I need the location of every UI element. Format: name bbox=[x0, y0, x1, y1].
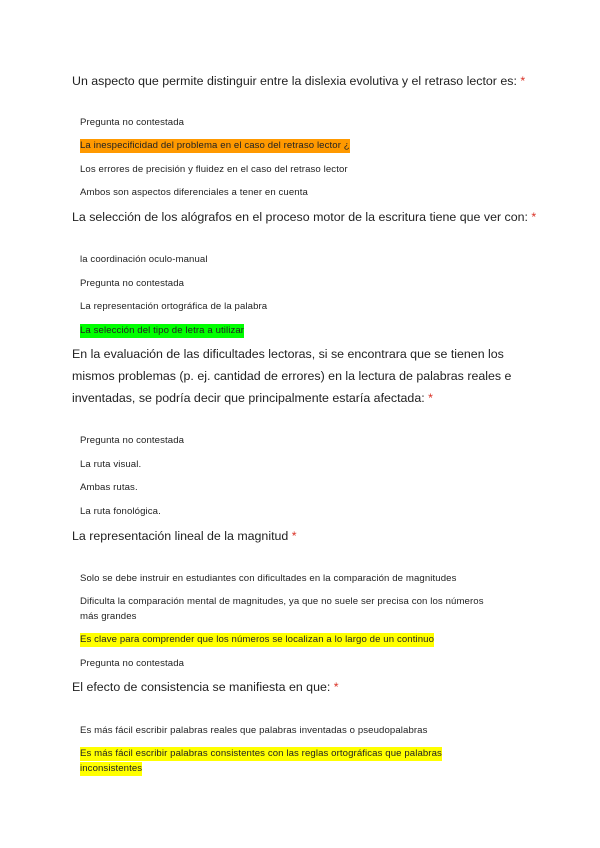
question-text: La representación lineal de la magnitud bbox=[72, 529, 289, 543]
option-label: Ambas rutas. bbox=[80, 482, 138, 493]
question-text-line: En la evaluación de las dificultades lectoras, si se encontrara que se tienen los bbox=[72, 347, 504, 361]
option-label: la coordinación oculo-manual bbox=[80, 254, 208, 265]
option-label-highlighted: Es clave para comprender que los números se localizan a lo largo de un continuo bbox=[80, 634, 435, 645]
question-3-option-4 bbox=[80, 504, 161, 519]
question-2-option-2 bbox=[80, 276, 184, 291]
required-asterisk: * bbox=[291, 529, 297, 543]
required-asterisk: * bbox=[428, 391, 433, 405]
question-text: Un aspecto que permite distinguir entre la dislexia evolutiva y el retraso lector es: bbox=[72, 74, 517, 88]
option-label-line: más grandes bbox=[80, 611, 137, 622]
option-label: La representación ortográfica de la palabra bbox=[80, 301, 268, 312]
option-label-highlighted: La selección del tipo de letra a utilizar bbox=[80, 325, 245, 336]
question-text-line-last bbox=[72, 387, 511, 409]
question-4-option-4 bbox=[80, 656, 184, 671]
option-label-line: Dificulta la comparación mental de magnitudes, ya que no suele ser precisa con los números bbox=[80, 596, 484, 607]
required-asterisk: * bbox=[520, 74, 526, 88]
question-5-text bbox=[72, 676, 339, 698]
question-2-option-1 bbox=[80, 252, 208, 267]
required-asterisk: * bbox=[531, 210, 537, 224]
question-text-line: mismos problemas (p. ej. cantidad de errores) en la lectura de palabras reales e bbox=[72, 369, 512, 383]
question-text: El efecto de consistencia se manifiesta en que: bbox=[72, 680, 331, 694]
option-label-highlighted-line: inconsistentes bbox=[80, 763, 143, 774]
question-1-option-1 bbox=[80, 115, 184, 130]
option-label: Es más fácil escribir palabras reales que palabras inventadas o pseudopalabras bbox=[80, 725, 428, 736]
option-label-highlighted-line: Es más fácil escribir palabras consistentes con las reglas ortográficas que palabras bbox=[80, 748, 442, 759]
question-2-option-4 bbox=[80, 323, 244, 338]
question-4-option-2 bbox=[80, 594, 484, 624]
option-label-highlighted: La inespecificidad del problema en el caso del retraso lector ¿ bbox=[80, 140, 350, 151]
question-1-option-3 bbox=[80, 162, 348, 177]
option-label: Los errores de precisión y fluidez en el caso del retraso lector bbox=[80, 164, 348, 175]
question-5-option-1 bbox=[80, 723, 428, 738]
option-label: La ruta visual. bbox=[80, 459, 142, 470]
question-1-option-4 bbox=[80, 185, 308, 200]
question-1-text bbox=[72, 70, 525, 92]
question-3-option-3 bbox=[80, 480, 138, 495]
question-1-option-2 bbox=[80, 138, 350, 153]
question-4-option-3 bbox=[80, 632, 434, 647]
required-asterisk: * bbox=[333, 680, 339, 694]
question-4-option-1 bbox=[80, 571, 457, 586]
question-2-option-3 bbox=[80, 299, 267, 314]
option-label: Ambos son aspectos diferenciales a tener en cuenta bbox=[80, 187, 308, 198]
question-3-text bbox=[72, 343, 511, 409]
option-label: Pregunta no contestada bbox=[80, 658, 185, 669]
question-4-text bbox=[72, 525, 297, 547]
option-label: La ruta fonológica. bbox=[80, 506, 161, 517]
question-2-text bbox=[72, 206, 536, 228]
question-text: La selección de los alógrafos en el proceso motor de la escritura tiene que ver con: bbox=[72, 210, 528, 224]
option-label: Pregunta no contestada bbox=[80, 435, 185, 446]
question-5-option-2 bbox=[80, 746, 442, 776]
question-text-line-content: inventadas, se podría decir que principalmente estaría afectada: bbox=[72, 391, 425, 405]
option-label: Solo se debe instruir en estudiantes con dificultades en la comparación de magnitudes bbox=[80, 573, 457, 584]
option-label: Pregunta no contestada bbox=[80, 117, 185, 128]
question-3-option-1 bbox=[80, 433, 184, 448]
question-3-option-2 bbox=[80, 457, 141, 472]
option-label: Pregunta no contestada bbox=[80, 278, 185, 289]
